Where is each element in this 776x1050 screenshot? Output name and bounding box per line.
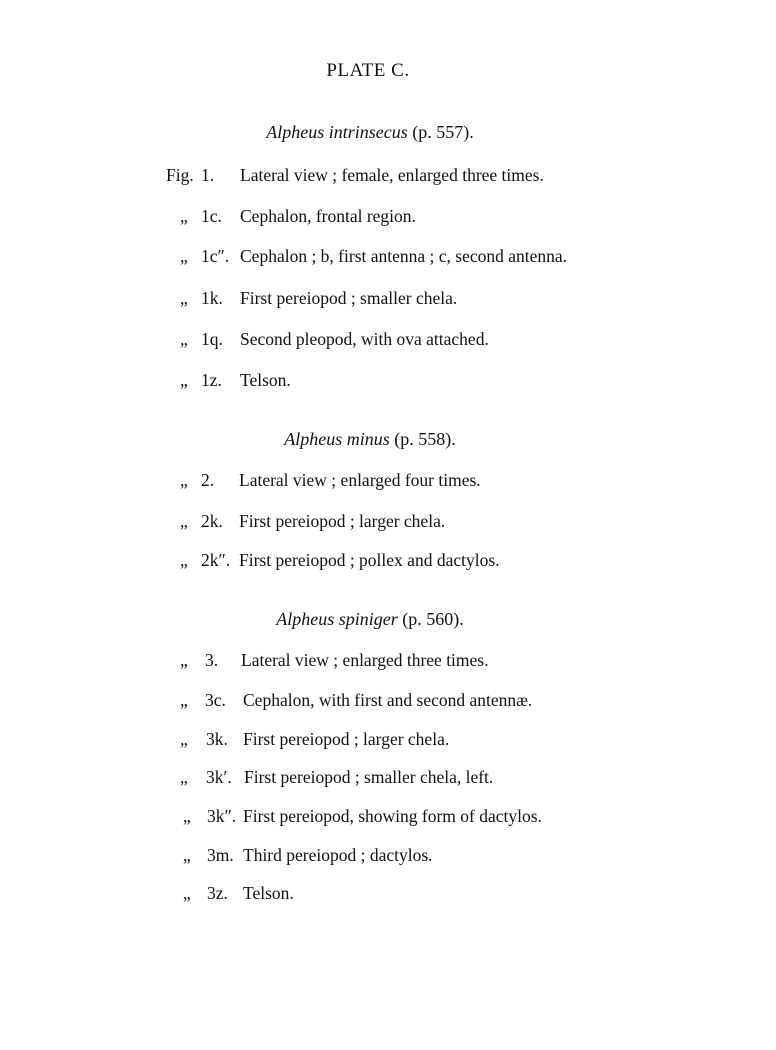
figure-description: First pereiopod ; smaller chela. (240, 288, 458, 308)
ditto-mark: „ (180, 511, 188, 531)
section-heading-alpheus-intrinsecus (0, 122, 740, 143)
figure-label: 1. (201, 165, 215, 185)
ditto-mark: „ (180, 550, 188, 570)
figure-label: 2k. (201, 511, 223, 531)
ditto-mark: „ (180, 288, 188, 308)
ditto-mark: „ (180, 329, 188, 349)
ditto-mark: „ (180, 470, 188, 490)
figure-label: 1z. (201, 370, 222, 390)
figure-label: 3z. (207, 883, 228, 903)
species-name: Alpheus minus (284, 429, 390, 449)
figure-description: Third pereiopod ; dactylos. (243, 845, 433, 865)
ditto-mark: „ (180, 690, 188, 710)
figure-description: Telson. (243, 883, 294, 903)
figure-description: Cephalon, frontal region. (240, 206, 416, 226)
fig-prefix: Fig. (166, 165, 194, 185)
ditto-mark: „ (183, 883, 191, 903)
ditto-mark: „ (180, 246, 188, 266)
figure-description: First pereiopod ; larger chela. (243, 729, 450, 749)
figure-label: 3k′. (206, 767, 232, 787)
ditto-mark: „ (180, 729, 188, 749)
species-name: Alpheus spiniger (276, 609, 398, 629)
figure-description: First pereiopod ; smaller chela, left. (244, 767, 494, 787)
figure-description: First pereiopod ; pollex and dactylos. (239, 550, 500, 570)
figure-label: 1k. (201, 288, 223, 308)
figure-description: Cephalon ; b, first antenna ; c, second antenna. (240, 246, 568, 266)
ditto-mark: „ (183, 806, 191, 826)
page-reference: (p. 558). (394, 429, 456, 449)
figure-description: Second pleopod, with ova attached. (240, 329, 489, 349)
figure-label: 2. (201, 470, 215, 490)
section-heading-alpheus-spiniger (0, 609, 740, 630)
figure-label: 2k″. (201, 550, 231, 570)
figure-label: 3. (205, 650, 219, 670)
ditto-mark: „ (180, 370, 188, 390)
figure-description: Telson. (240, 370, 291, 390)
ditto-mark: „ (180, 206, 188, 226)
figure-description: Lateral view ; enlarged four times. (239, 470, 481, 490)
figure-label: 3m. (207, 845, 234, 865)
figure-label: 1c. (201, 206, 222, 226)
species-name: Alpheus intrinsecus (266, 122, 408, 142)
ditto-mark: „ (180, 650, 188, 670)
figure-description: Lateral view ; enlarged three times. (241, 650, 489, 670)
figure-label: 3c. (205, 690, 226, 710)
page-reference: (p. 557). (412, 122, 474, 142)
figure-label: 1c″. (201, 246, 230, 266)
section-heading-alpheus-minus (0, 429, 740, 450)
figure-label: 3k. (206, 729, 228, 749)
page-title: PLATE C. (326, 60, 410, 81)
ditto-mark: „ (183, 845, 191, 865)
figure-description: Cephalon, with first and second antennæ. (243, 690, 533, 710)
figure-label: 3k″. (207, 806, 237, 826)
figure-description: First pereiopod ; larger chela. (239, 511, 446, 531)
figure-description: First pereiopod, showing form of dactylos. (243, 806, 542, 826)
figure-description: Lateral view ; female, enlarged three times. (240, 165, 544, 185)
figure-label: 1q. (201, 329, 223, 349)
page-reference: (p. 560). (402, 609, 464, 629)
ditto-mark: „ (180, 767, 188, 787)
